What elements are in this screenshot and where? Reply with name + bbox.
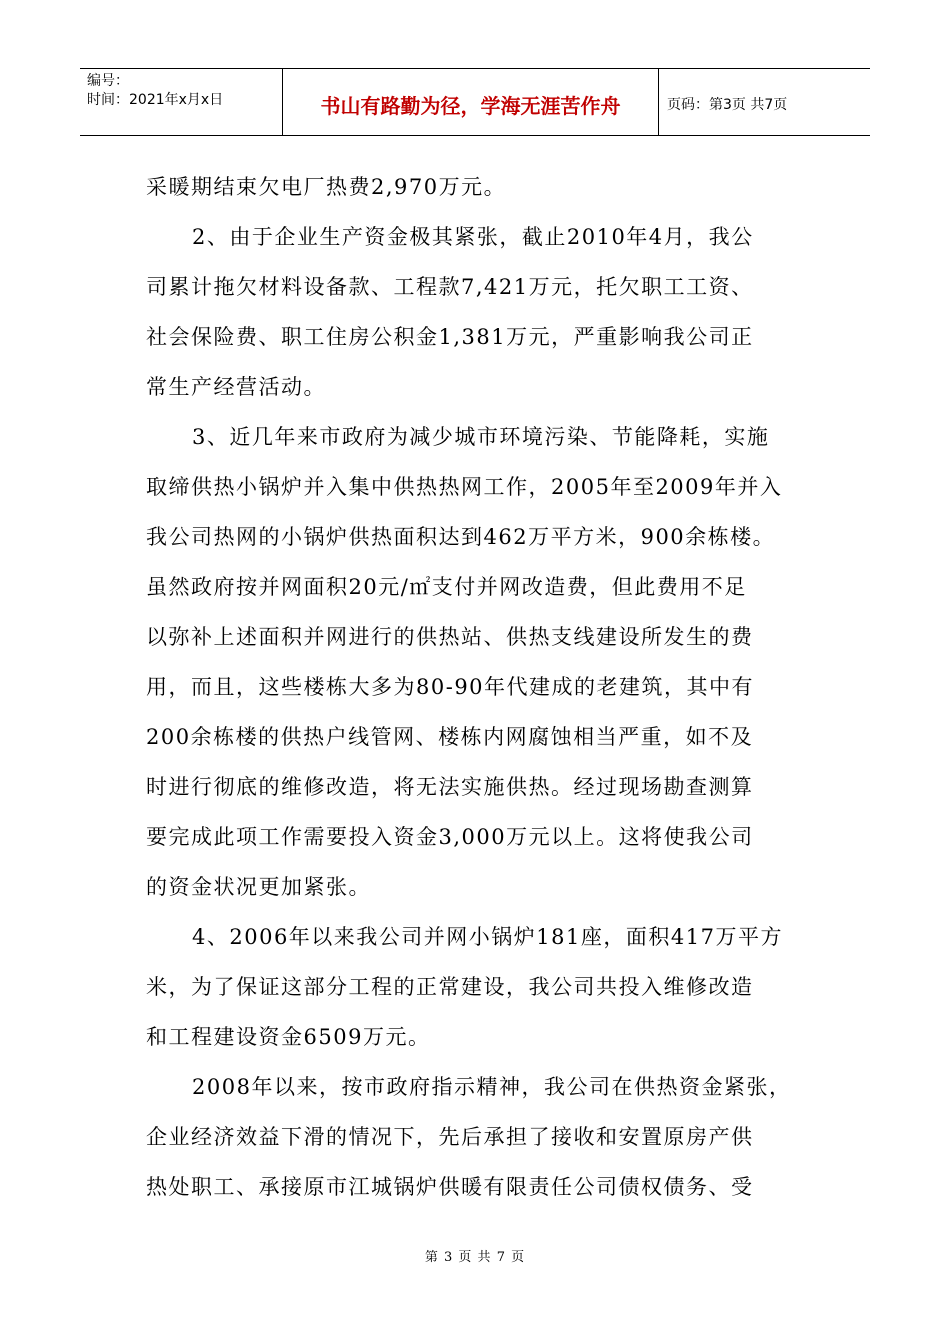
time-label: 时间：2021年x月x日 [87, 92, 224, 108]
body-line: 虽然政府按并网面积20元/㎡支付并网改造费，但此费用不足 [146, 575, 747, 599]
body-line: 米，为了保证这部分工程的正常建设，我公司共投入维修改造 [146, 975, 754, 999]
body-line: 企业经济效益下滑的情况下，先后承担了接收和安置原房产供 [146, 1125, 754, 1149]
body-line: 和工程建设资金6509万元。 [146, 1025, 431, 1049]
body-line: 采暖期结束欠电厂热费2,970万元。 [146, 175, 507, 199]
body-line: 200余栋楼的供热户线管网、楼栋内网腐蚀相当严重，如不及 [146, 725, 754, 749]
page-code-cell [659, 69, 870, 135]
body-line: 司累计拖欠材料设备款、工程款7,421万元，托欠职工工资、 [146, 275, 754, 299]
body-line: 社会保险费、职工住房公积金1,381万元，严重影响我公司正 [146, 325, 754, 349]
motto-cell [283, 69, 659, 135]
body-line: 的资金状况更加紧张。 [146, 875, 371, 899]
body-line: 用，而且，这些楼栋大多为80-90年代建成的老建筑，其中有 [146, 675, 755, 699]
document-header [80, 68, 870, 136]
body-line: 2、由于企业生产资金极其紧张，截止2010年4月，我公 [192, 225, 754, 249]
body-line: 2008年以来，按市政府指示精神，我公司在供热资金紧张， [192, 1075, 792, 1099]
page-code-text: 页码：第3页 共7页 [667, 97, 788, 113]
footer-page-number: 第 3 页 共 7 页 [424, 1250, 526, 1265]
body-line: 时进行彻底的维修改造，将无法实施供热。经过现场勘查测算 [146, 775, 754, 799]
body-line: 常生产经营活动。 [146, 375, 326, 399]
document-body [146, 162, 826, 1212]
body-line: 要完成此项工作需要投入资金3,000万元以上。这将使我公司 [146, 825, 754, 849]
body-line: 我公司热网的小锅炉供热面积达到462万平方米，900余栋楼。 [146, 525, 776, 549]
body-line: 3、近几年来市政府为减少城市环境污染、节能降耗，实施 [192, 425, 770, 449]
body-line: 以弥补上述面积并网进行的供热站、供热支线建设所发生的费 [146, 625, 754, 649]
page-footer [0, 1246, 950, 1265]
number-label: 编号： [87, 73, 129, 89]
body-line: 热处职工、承接原市江城锅炉供暖有限责任公司债权债务、受 [146, 1175, 754, 1199]
header-info-cell [80, 69, 283, 135]
body-line: 取缔供热小锅炉并入集中供热热网工作，2005年至2009年并入 [146, 475, 783, 499]
motto-text: 书山有路勤为径，学海无涯苦作舟 [320, 93, 621, 118]
body-line: 4、2006年以来我公司并网小锅炉181座，面积417万平方 [192, 925, 783, 949]
